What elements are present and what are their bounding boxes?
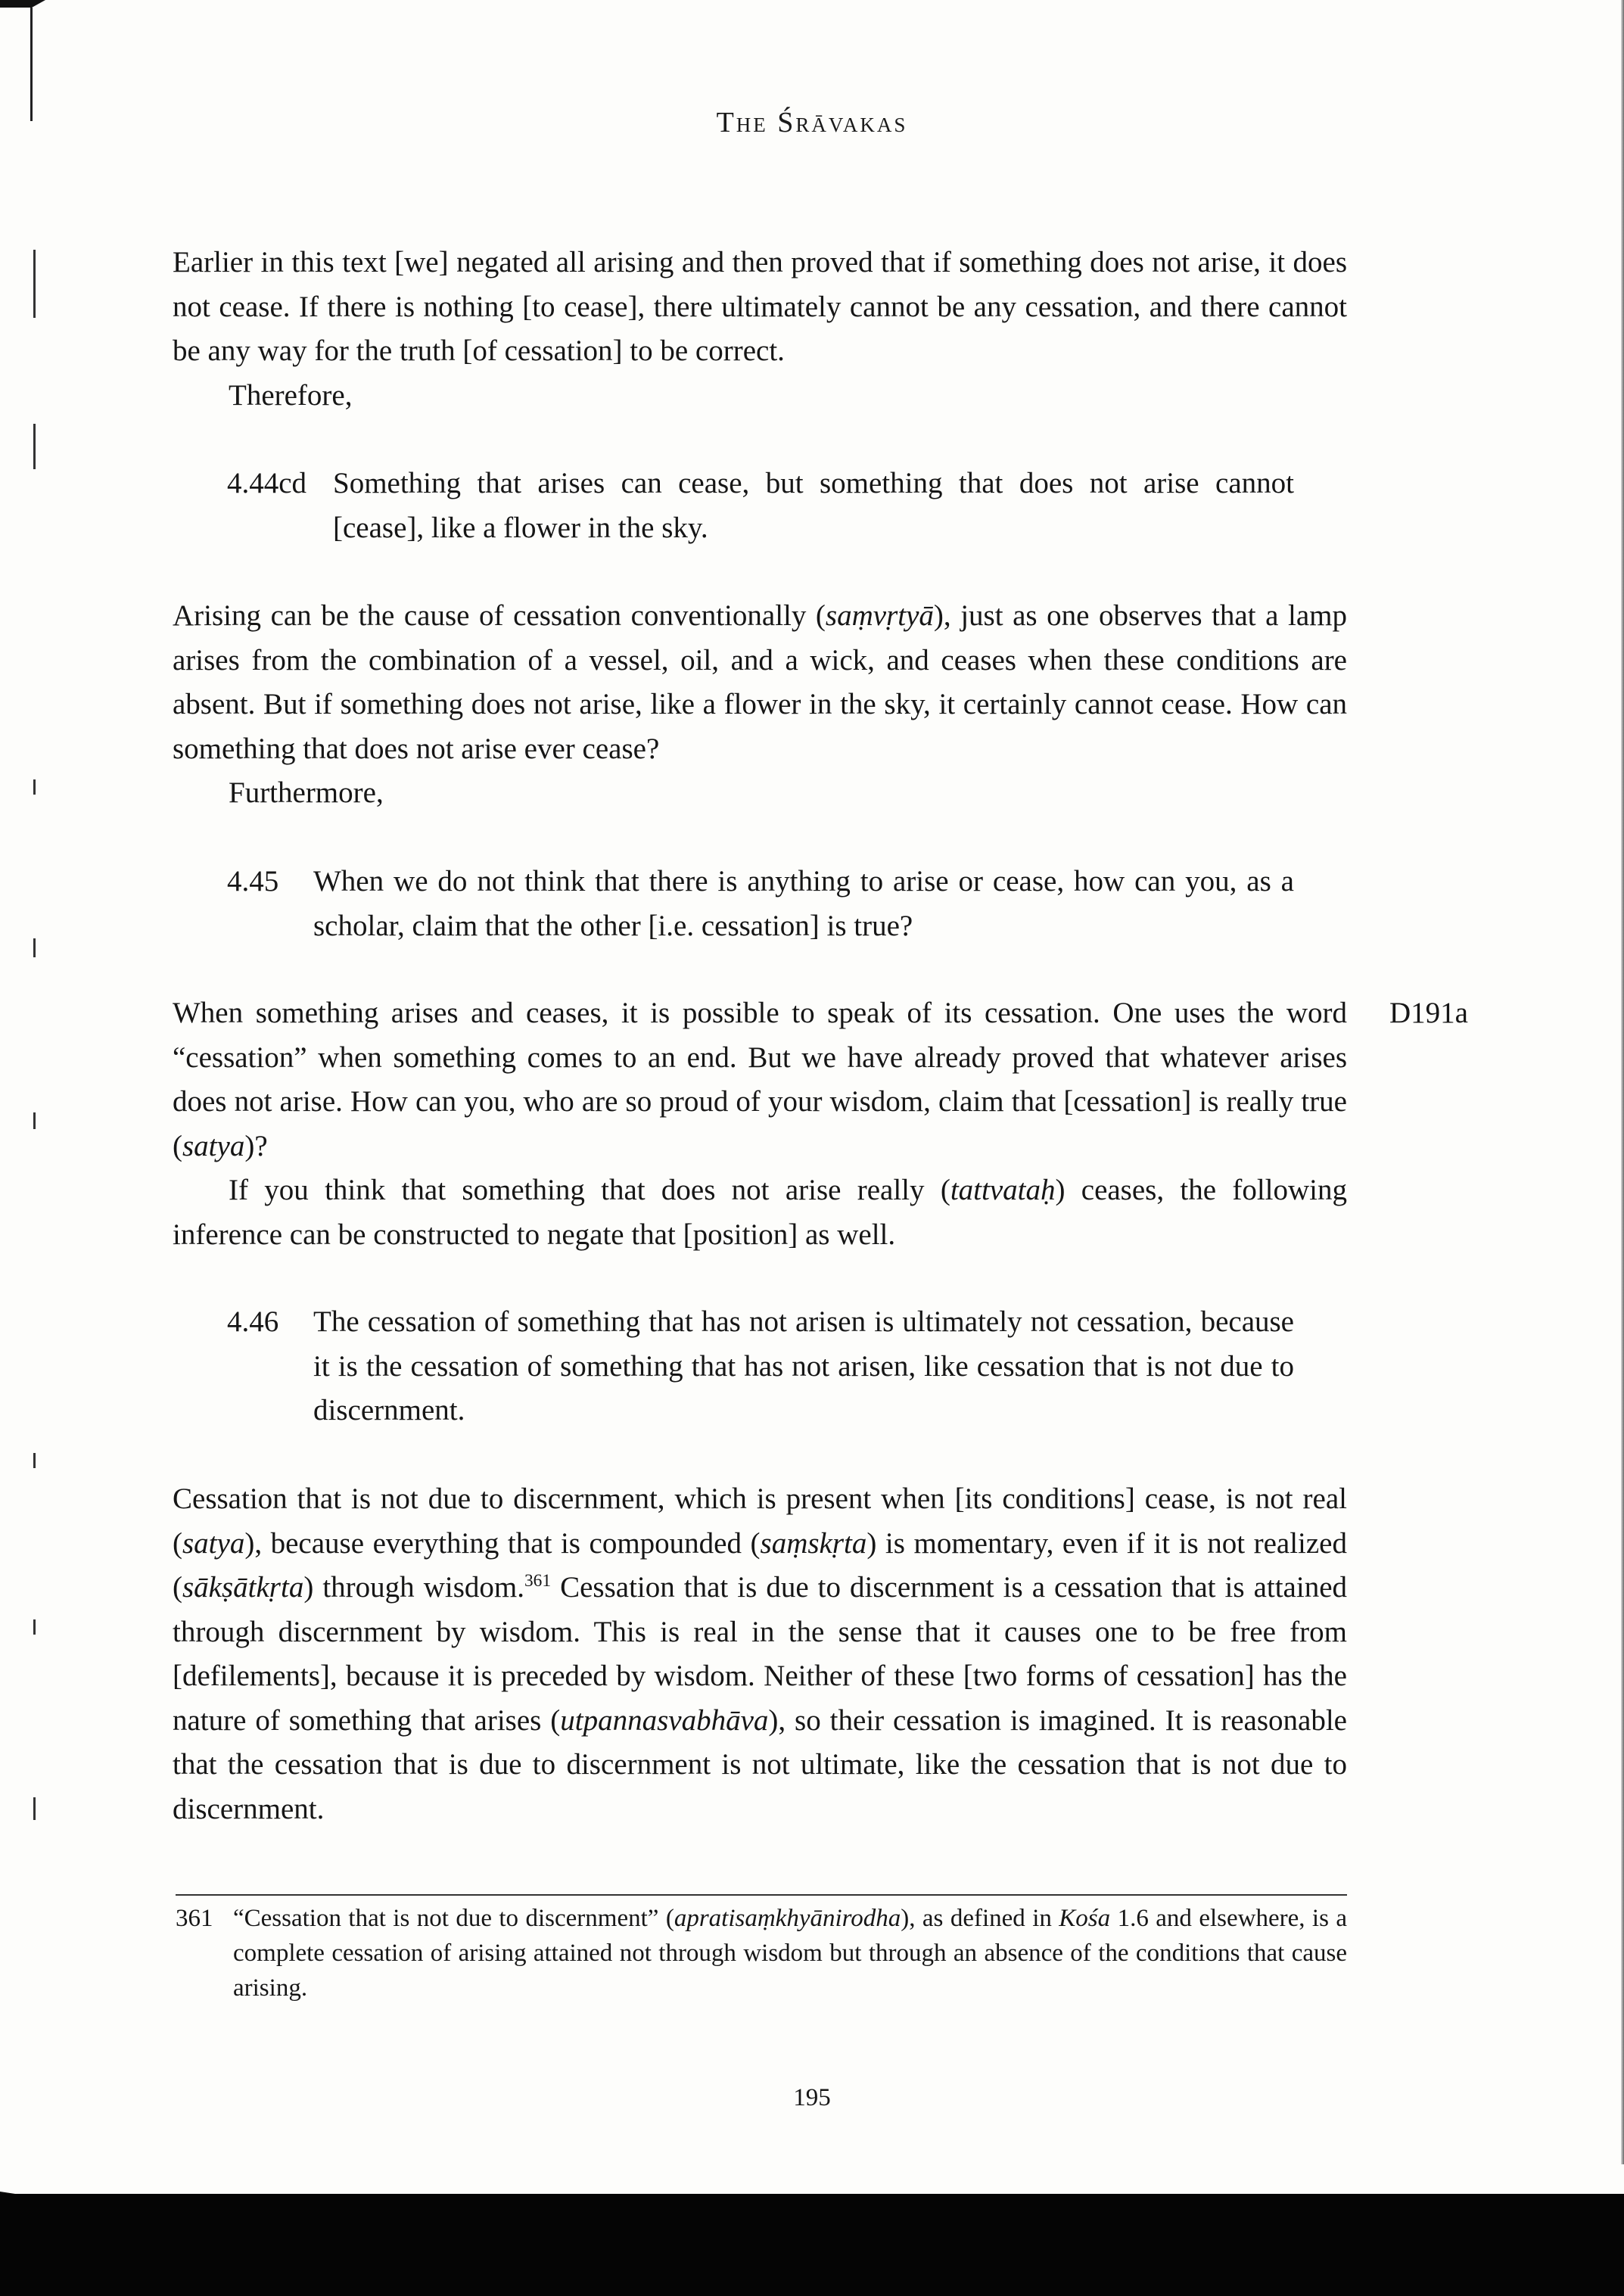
- verse-text: When we do not think that there is anything to arise or cease, how can you, as a scholar, claim that the other [i.e. cessation] is true?: [313, 865, 1294, 942]
- text-run: ), just as one observes that a lamp arises from the combination of a vessel, oil, and a wick, and ceases when these conditions are absent. But if something does not arise, like a flower in the sky, it certainly cannot cease. How can something that does not arise ever cease?: [173, 599, 1347, 765]
- text-run: Cessation that is due to discernment is a cessation that is attained through discernment by wisdom. This is real in the sense that it causes one to be free from [defilements], because it is preceded by wisdom. Neither of these [two forms of cessation] has the nature of something that arises (: [173, 1571, 1348, 1737]
- paragraph-1-text: Earlier in this text [we] negated all arising and then proved that if something does not arise, it does not cease. If there is nothing [to cease], there ultimately cannot be any cessation, and there cannot be any way for the truth [of cessation] to be correct.: [173, 246, 1347, 367]
- footnote-reference[interactable]: 361: [524, 1571, 552, 1591]
- paragraph-1-continuation: Therefore,: [229, 378, 353, 412]
- verse-text: Something that arises can cease, but something that does not arise cannot [cease], like a flower in the sky.: [333, 467, 1294, 544]
- sanskrit-term: utpannasvabhāva: [560, 1703, 769, 1737]
- text-run: When something arises and ceases, it is possible to speak of its cessation. One uses the word “cessation” when something comes to an end. But we have already proved that whatever arises does not arise. How can you, who are so proud of your wisdom, claim that [cessation] is really true (: [173, 997, 1347, 1162]
- text-run: Cessation that is not due to discernment, which is present when [its conditions] cease, is not real (: [173, 1482, 1347, 1560]
- verse-number: 4.46: [227, 1305, 279, 1338]
- verse-number: 4.44cd: [227, 467, 307, 499]
- verse-4-45: [227, 860, 1294, 948]
- sanskrit-term: apratisaṃkhyānirodha: [674, 1905, 901, 1932]
- scan-corner-mark: [0, 0, 45, 8]
- sanskrit-term: saṃvṛtyā: [825, 599, 934, 632]
- verse-4-46: [227, 1300, 1294, 1433]
- margin-reference: D191a: [1389, 997, 1468, 1029]
- paragraph-5: [173, 1477, 1347, 1831]
- work-title: Kośa: [1059, 1905, 1111, 1932]
- scan-edge-tick: [33, 938, 36, 957]
- text-run: )?: [244, 1129, 268, 1162]
- page-number: 195: [793, 2084, 831, 2111]
- text-run: If you think that something that does not arise really (: [229, 1174, 950, 1206]
- footnote-text: [233, 1901, 1347, 2005]
- paragraph-1: [173, 241, 1347, 418]
- footnote-number: 361: [176, 1905, 213, 1932]
- scan-edge-tick: [33, 1797, 36, 1820]
- paragraph-4-text: [173, 1168, 1347, 1257]
- scan-edge-tick: [33, 250, 36, 318]
- scan-edge-tick: [33, 1619, 36, 1635]
- footnote-rule: [176, 1894, 1347, 1896]
- sanskrit-term: saṃskṛta: [760, 1526, 867, 1560]
- scan-edge-tick: [33, 1112, 36, 1129]
- sanskrit-term: satya: [182, 1526, 245, 1560]
- verse-text: The cessation of something that has not arisen is ultimately not cessation, because it is the cessation of something that has not arisen, like cessation that is not due to discernment.: [313, 1305, 1294, 1426]
- paragraph-2-continuation: Furthermore,: [229, 776, 384, 809]
- sanskrit-term: satya: [182, 1129, 245, 1162]
- scan-edge-tick: [33, 424, 36, 469]
- sanskrit-term: sākṣātkṛta: [182, 1571, 304, 1604]
- paragraph-2: [173, 594, 1347, 816]
- text-run: Arising can be the cause of cessation conventionally (: [173, 599, 826, 632]
- scan-edge-tick: [33, 1453, 36, 1468]
- paragraph-3-text: [173, 991, 1347, 1168]
- text-run: “Cessation that is not due to discernment” (: [233, 1905, 674, 1932]
- text-run: ) through wisdom.: [303, 1571, 524, 1604]
- running-head: The Śrāvakas: [716, 107, 908, 138]
- text-run: ), so their cessation is imagined. It is reasonable that the cessation that is due to discernment is not ultimate, like the cessation that is not due to discernment.: [173, 1703, 1347, 1825]
- scan-edge-line: [30, 8, 33, 121]
- footnote-361: [176, 1901, 1347, 2005]
- verse-number: 4.45: [227, 865, 279, 898]
- text-run: ) ceases, the following inference can be constructed to negate that [position] as well.: [173, 1174, 1348, 1251]
- verse-4-44cd: [227, 462, 1294, 550]
- paragraph-5-text: [173, 1477, 1347, 1831]
- paragraph-3: [173, 991, 1347, 1257]
- sanskrit-term: tattvataḥ: [950, 1174, 1056, 1206]
- scan-right-edge: [1621, 0, 1624, 2164]
- text-run: 1.6 and elsewhere, is a complete cessation of arising attained not through wisdom but through an absence of the conditions that cause arising.: [233, 1905, 1347, 2002]
- scan-edge-tick: [33, 779, 36, 795]
- text-run: ), as defined in: [901, 1905, 1059, 1932]
- paragraph-2-text: [173, 594, 1347, 771]
- scan-bottom-edge: [0, 2194, 1624, 2296]
- text-run: ) is momentary, even if it is not realized (: [173, 1526, 1347, 1604]
- text-run: ), because everything that is compounded (: [244, 1526, 761, 1560]
